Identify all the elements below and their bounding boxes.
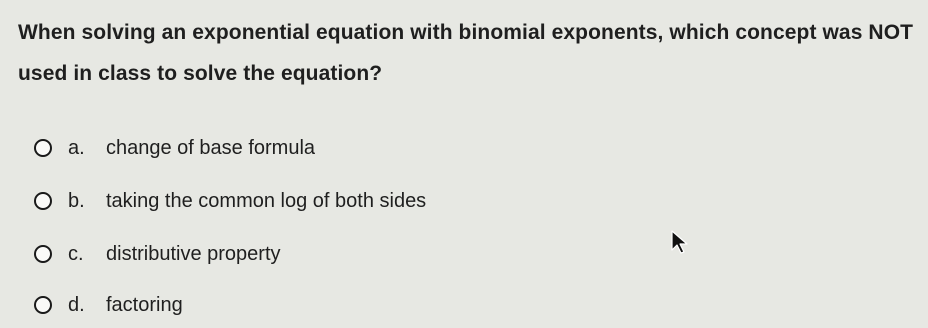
radio-button-b[interactable] bbox=[34, 192, 52, 210]
option-letter: c. bbox=[68, 242, 84, 265]
option-letter: b. bbox=[68, 189, 85, 212]
option-a[interactable] bbox=[34, 133, 315, 163]
option-label: distributive property bbox=[106, 242, 281, 265]
radio-button-c[interactable] bbox=[34, 245, 52, 263]
option-c[interactable] bbox=[34, 239, 281, 269]
option-label: taking the common log of both sides bbox=[106, 189, 427, 212]
option-b[interactable] bbox=[34, 186, 426, 216]
option-d[interactable] bbox=[34, 290, 183, 320]
question-text: When solving an exponential equation with binomial exponents, which concept was NOT used in class to solve the equation? bbox=[18, 21, 914, 85]
option-letter: d. bbox=[68, 293, 85, 316]
mouse-pointer-icon bbox=[670, 229, 690, 255]
option-label: factoring bbox=[106, 293, 183, 316]
radio-button-a[interactable] bbox=[34, 139, 52, 157]
option-label: change of base formula bbox=[106, 136, 316, 159]
option-letter: a. bbox=[68, 136, 85, 159]
radio-button-d[interactable] bbox=[34, 296, 52, 314]
